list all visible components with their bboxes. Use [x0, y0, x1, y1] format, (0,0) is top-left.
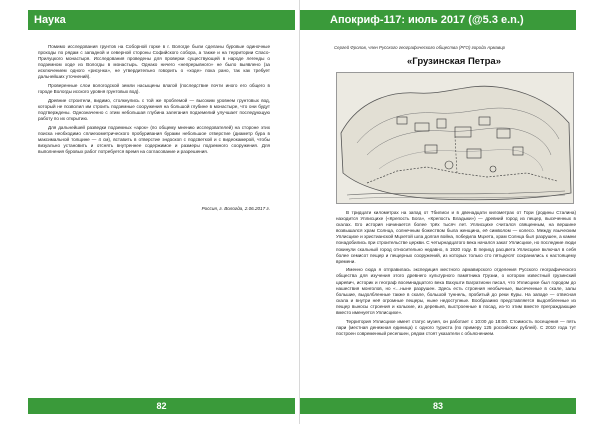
place-date-signature: Россия, г. Вологда, 2.06.2017 г.	[201, 206, 270, 211]
article-body	[336, 210, 576, 339]
right-page	[300, 0, 600, 424]
site-plan-drawing	[337, 73, 574, 204]
article-body	[38, 44, 270, 158]
page-number: 83	[300, 398, 576, 414]
paragraph: Древние строители, видимо, столкнулись с той же проблемой — высоким уровнем грунтовых вод, который не позволил им строить подземные сооружения на большой глубине в монастыре, что они будут подтверждены. Однозначенно с этим небольшая глубина залегания подземелий улучшает последующую работу по их открытию.	[38, 97, 270, 122]
issue-header: Апокриф-117: июль 2017 (@5.3 e.n.)	[300, 10, 576, 30]
paragraph: Именно сюда я отправилась экспедиция местного армавирского отделения Русского географического общества для изучения этого древнего культурного памятника Грузии, о котором известный грузинский царевич, историк и географ восемнадцатого века Вахушти Багратиони писал, что Уплисцихе был городом до нашествия монголов, но «…ныне разрушен. Здесь есть строения необычные, высеченные в скале, залы большие, выдолбленные также в скале, большой туннель, пробитый до реки Куры. На западе — отвесная скала и внутри неё огромные пещеры, ныне недоступные. Вообразимо представляется выдолбленные из пещер выносы строения и колыхие, из деревьев, выстроенные в посад, из-то этим вместе преграждающие вместо именуется Уплисцихе».	[336, 267, 576, 315]
article-title: «Грузинская Петра»	[407, 56, 501, 67]
paragraph: Проверенные слои вологодской земли насыщены влагой (последствие почти иного его общего в городе Вологды исского уровня грунтовых вод).	[38, 83, 270, 95]
author-byline: Сергей Фролов, член Русского географического общества (РГО) города Армавир	[334, 45, 506, 50]
paragraph: Помимо исследования грунтов на Соборной горке в г. Вологде были сделаны буровые одиночные проходы по рядам с западной и северной стороны Софийского собора, а также и на территории Спасо-Прилуцкого монастыря. Исследования проведены для проверки существующей в народе легенды о подземном ходе из Вологды в монастырь. Однако ничего «непрерывного» не было выявлено (за исключением одного «рисунка», не утвердительно говорить о «ходе» пока рано, так как требует дальнейших уточнений).	[38, 44, 270, 80]
paragraph: Территория Уплисцихе имеет статус музея, он работает с 10:00 до 18:00. Стоимость посещения — пять лари (местная денежная единица) с одного туриста (по примеру 125 российских рублей). С 2010 года тут построен современный ресепшен, рядом стоят указатели с объяснением.	[336, 318, 576, 336]
paragraph: Для дальнейшей разведки подземных «арок» (по общему мнению исследователей) на стороне этих поиска необходимо сплиезометрического пробуривания бурами небольшое отверстие (диаметр бура в максимальной толщине — 4 см), вставить в отверстие эндоскоп с подсветкой и с видеокамерой, чтобы визуально установить и отснять внутреннее содержимое и размеры подземного сооружения. Для выполнения буровых работ потребуется время на согласование и разрешения.	[38, 124, 270, 154]
site-plan-map	[336, 72, 574, 204]
page-number: 82	[28, 398, 295, 414]
section-header: Наука	[28, 10, 295, 30]
paragraph: В тридцати километрах на запад от Тбилиси и в двенадцати километрах от Гори (родины Сталина) находится Уплисцихе («Крепость Бога», «Крепость Владыки») — древний город из пещер, высеченных в скалах. Его история начинается более трёх тысяч лет. Уплисцихе считался священным, на вершине возвышался храм Солнца, солнечным божеством была женщина, её символом — колесо. Между языческим Уплисцихе и христианской Мцхетой шла долгая война, победила Мцхета, храм Солнца был разрушен, а камни понадобились при строительстве церкви. С четырнадцатого века начался закат Уплисцихе, но последние люди покинули скальный город относительно недавно, в 1920 году. В период расцвета Уплисцихе включал в себя более семисот пещер и пещерных сооружений, из которых только сто пятьдесят сохранились к настоящему времени.	[336, 210, 576, 264]
